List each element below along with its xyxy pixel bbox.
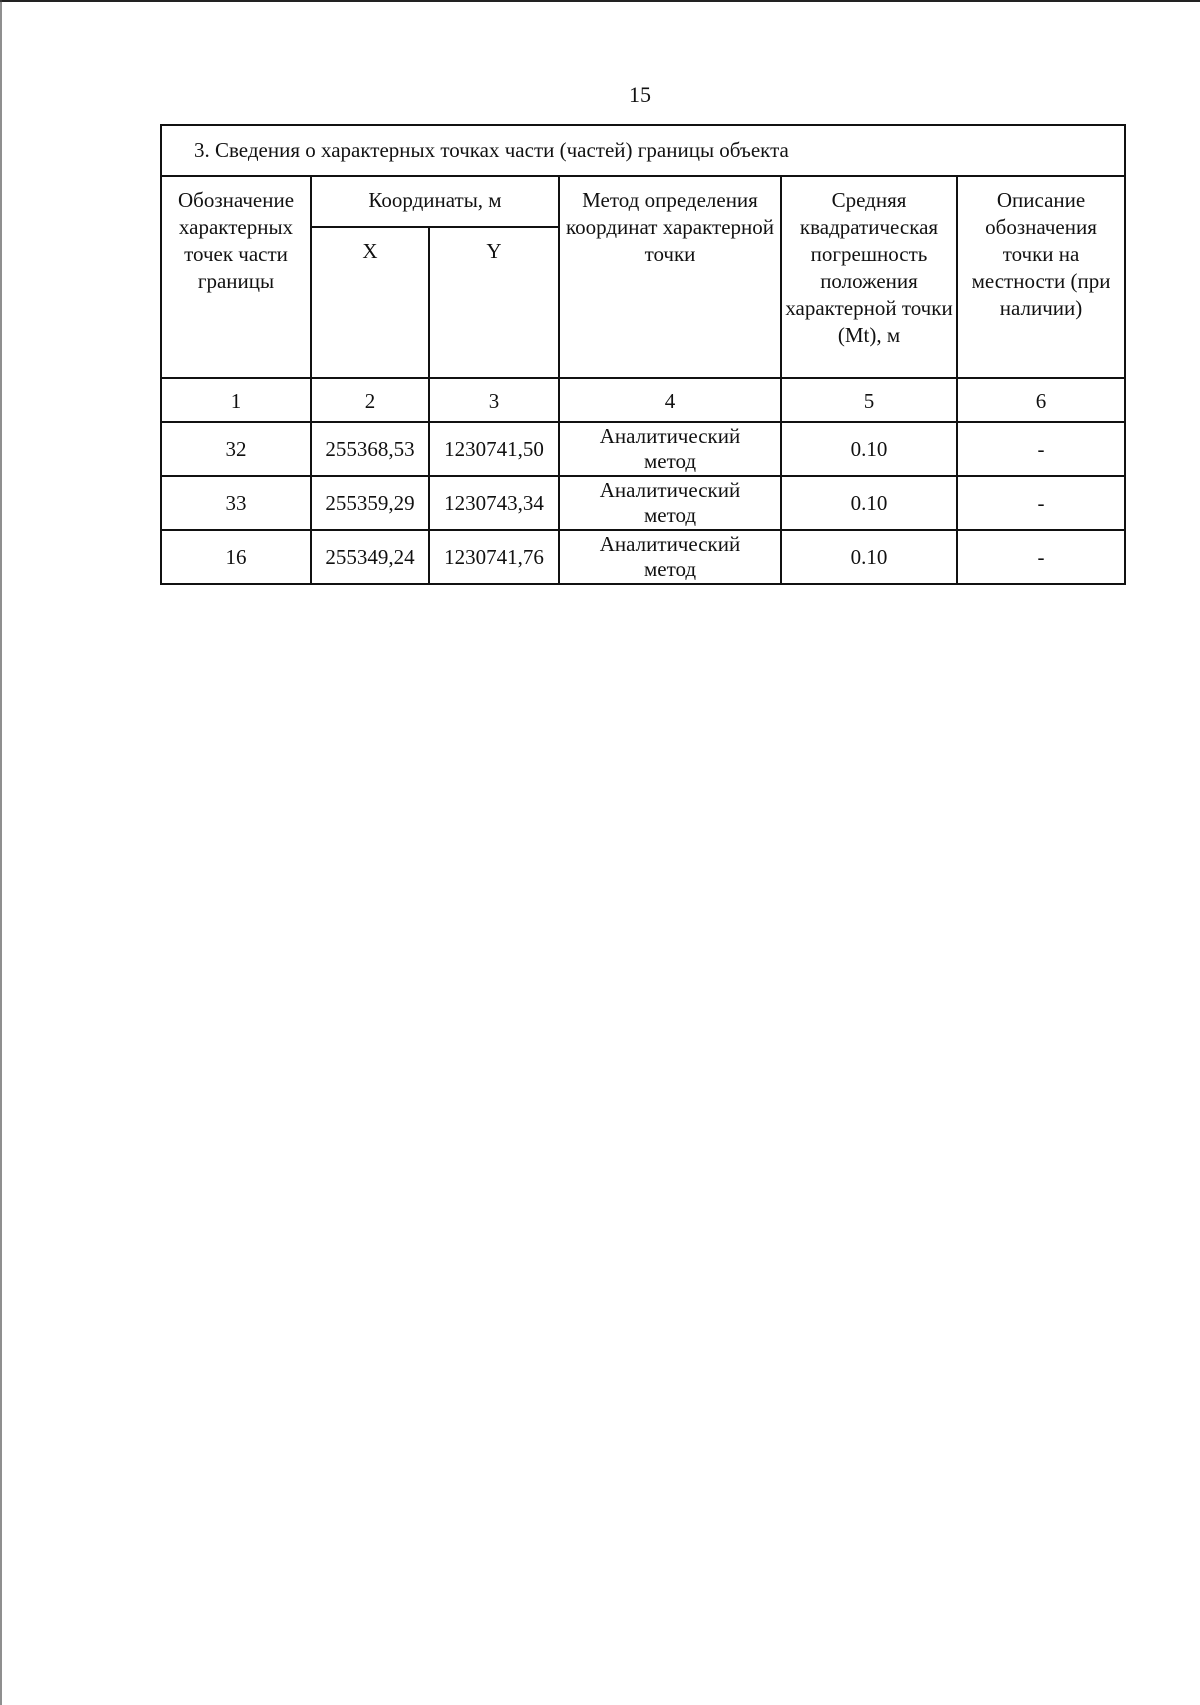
coord-y: 1230741,50 (429, 422, 559, 476)
page-left-border (0, 0, 2, 1705)
coord-y: 1230741,76 (429, 530, 559, 584)
description-value: - (957, 422, 1125, 476)
column-number: 1 (161, 378, 311, 422)
method-line: Аналитический (599, 532, 741, 556)
section-title: 3. Сведения о характерных точках части (частей) границы объекта (161, 125, 1125, 176)
description-value: - (957, 476, 1125, 530)
method-line: Аналитический (599, 478, 741, 502)
method-cell (559, 422, 781, 476)
description-value: - (957, 530, 1125, 584)
coord-x: 255359,29 (311, 476, 429, 530)
method-line: метод (643, 557, 697, 581)
header-x: X (311, 227, 429, 378)
method-cell (559, 476, 781, 530)
coord-x: 255349,24 (311, 530, 429, 584)
header-y: Y (429, 227, 559, 378)
coord-x: 255368,53 (311, 422, 429, 476)
column-number: 4 (559, 378, 781, 422)
table-row (161, 530, 1125, 584)
header-designation: Обозначение характерных точек части границы (161, 176, 311, 378)
point-id: 33 (161, 476, 311, 530)
column-number: 5 (781, 378, 957, 422)
page-top-border (0, 0, 1200, 2)
header-accuracy: Средняя квадратическая погрешность положения характерной точки (Mt), м (781, 176, 957, 378)
characteristic-points-table (160, 124, 1126, 585)
accuracy-value: 0.10 (781, 476, 957, 530)
column-number: 6 (957, 378, 1125, 422)
method-line: метод (643, 449, 697, 473)
header-method: Метод определения координат характерной точки (559, 176, 781, 378)
accuracy-value: 0.10 (781, 422, 957, 476)
method-line: Аналитический (599, 424, 741, 448)
header-description: Описание обозначения точки на местности (при наличии) (957, 176, 1125, 378)
point-id: 32 (161, 422, 311, 476)
page-number: 15 (629, 82, 651, 107)
method-line: метод (643, 503, 697, 527)
column-number: 2 (311, 378, 429, 422)
coord-y: 1230743,34 (429, 476, 559, 530)
header-coordinates: Координаты, м (311, 176, 559, 227)
accuracy-value: 0.10 (781, 530, 957, 584)
method-cell (559, 530, 781, 584)
point-id: 16 (161, 530, 311, 584)
table-row (161, 422, 1125, 476)
table-row (161, 476, 1125, 530)
column-number-row (161, 378, 1125, 422)
column-number: 3 (429, 378, 559, 422)
